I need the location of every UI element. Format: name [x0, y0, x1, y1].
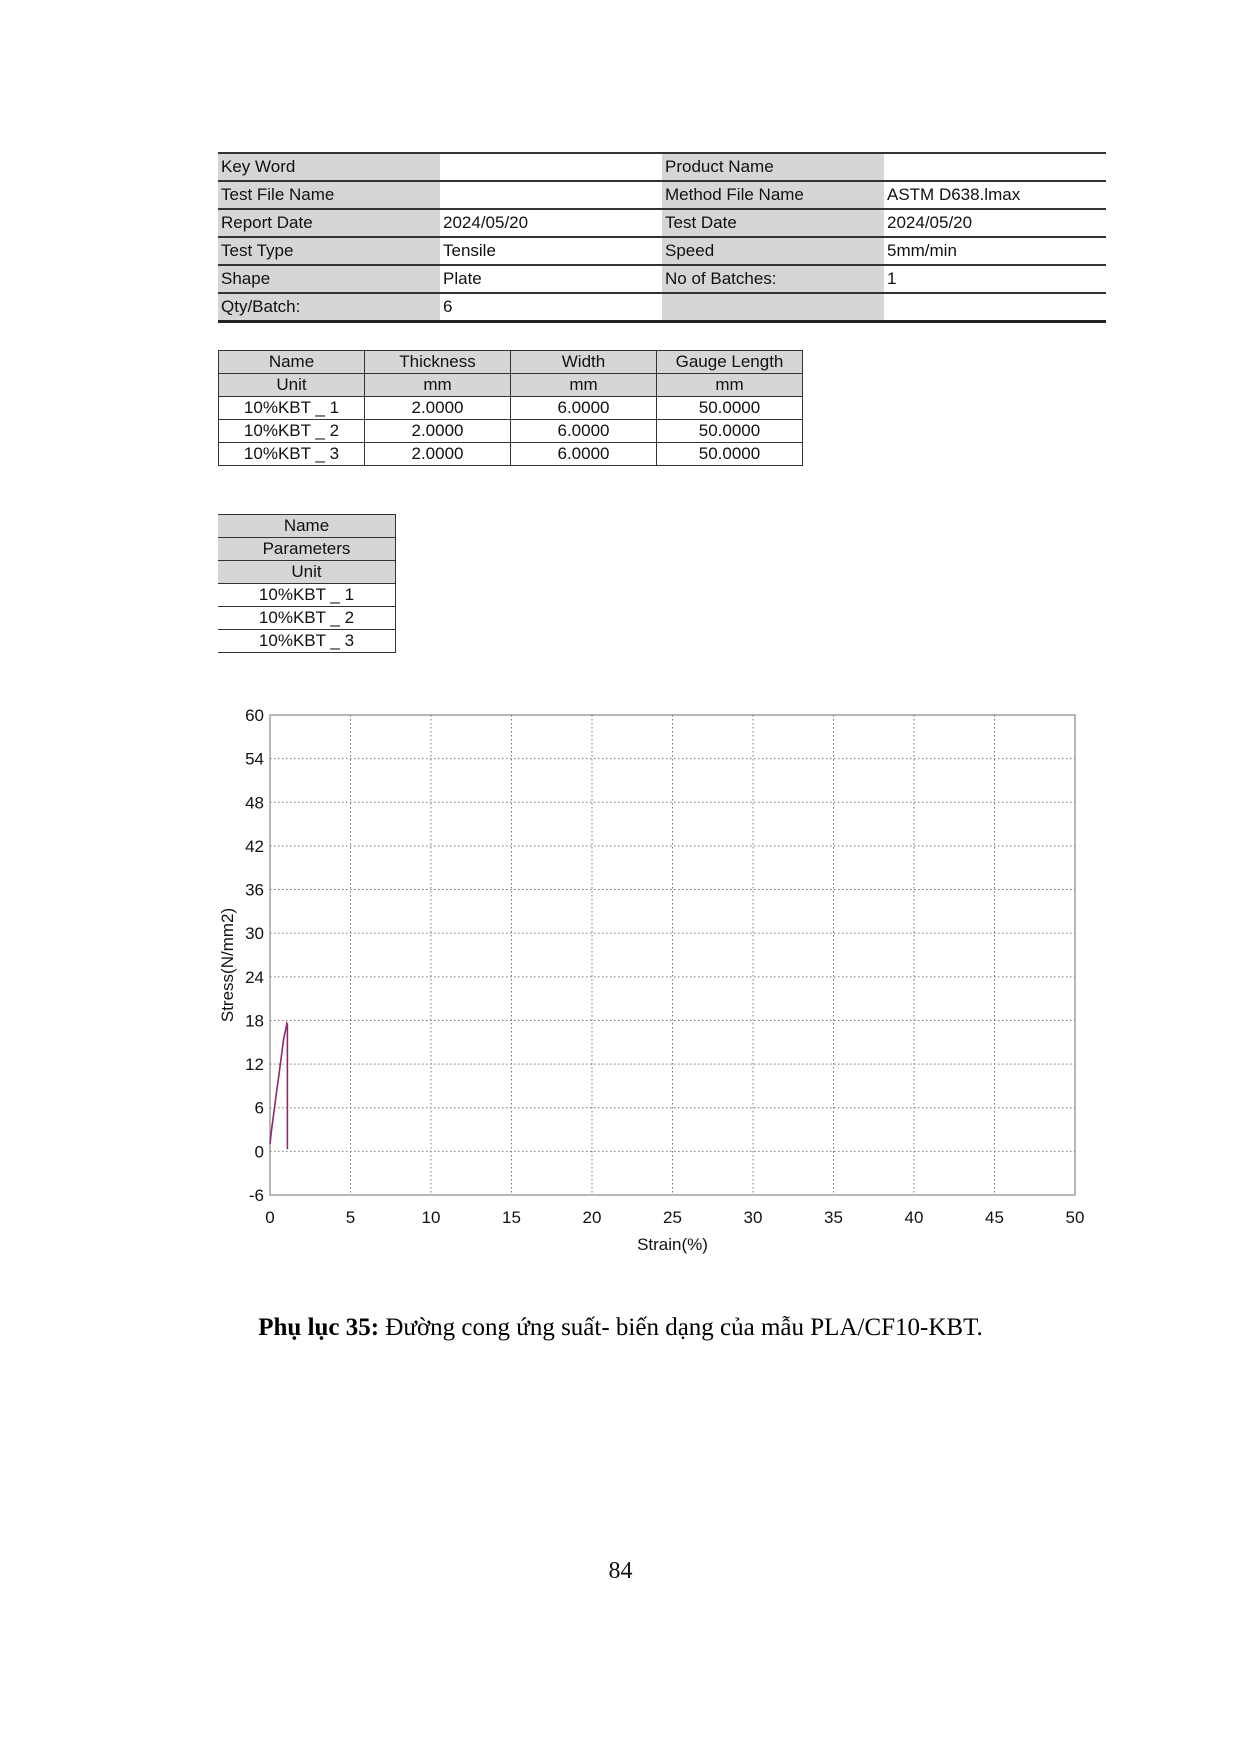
x-tick-label: 45 — [985, 1208, 1004, 1227]
x-tick-label: 5 — [345, 1208, 356, 1227]
x-tick-label: 35 — [824, 1208, 843, 1227]
info-value: ASTM D638.lmax — [884, 181, 1106, 209]
info-label: Method File Name — [662, 181, 884, 209]
y-tick-label: 12 — [245, 1055, 264, 1075]
y-tick-label: 42 — [245, 836, 264, 856]
table-cell: 10%KBT _ 3 — [219, 443, 365, 466]
info-label: Test Type — [218, 237, 440, 265]
info-label: No of Batches: — [662, 265, 884, 293]
info-label: Qty/Batch: — [218, 293, 440, 322]
caption-label: Phụ lục 35: — [258, 1314, 380, 1341]
info-value: 6 — [440, 293, 662, 322]
table-row — [218, 584, 396, 607]
x-tick-label: 30 — [743, 1208, 763, 1227]
table-row — [219, 420, 803, 443]
info-label — [662, 293, 884, 322]
y-tick-label: 18 — [245, 1011, 264, 1031]
table-cell: Thickness — [365, 351, 511, 374]
info-value: 5mm/min — [884, 237, 1106, 265]
y-tick-label: 36 — [245, 880, 264, 900]
x-tick-label: 25 — [663, 1208, 682, 1227]
info-value: 1 — [884, 265, 1106, 293]
header-row — [219, 351, 803, 374]
table-cell: Unit — [219, 374, 365, 397]
table-cell: 2.0000 — [365, 397, 511, 420]
x-axis-label: Strain(%) — [637, 1235, 708, 1254]
unit-row — [219, 374, 803, 397]
y-tick-label: 48 — [245, 793, 264, 813]
info-value: 2024/05/20 — [440, 209, 662, 237]
stress-strain-chart — [210, 700, 1110, 1260]
table-cell: 50.0000 — [657, 420, 803, 443]
info-value: 2024/05/20 — [884, 209, 1106, 237]
header-row — [218, 561, 396, 584]
header-row — [218, 538, 396, 561]
info-value: Plate — [440, 265, 662, 293]
table-cell: 10%KBT _ 1 — [219, 397, 365, 420]
info-label: Test File Name — [218, 181, 440, 209]
table-cell: Name — [219, 351, 365, 374]
table-cell: Width — [511, 351, 657, 374]
table-cell: 50.0000 — [657, 397, 803, 420]
info-row — [218, 265, 1106, 293]
info-label: Report Date — [218, 209, 440, 237]
figure-caption — [0, 1314, 1241, 1342]
x-tick-label: 10 — [421, 1208, 441, 1227]
y-tick-label: 30 — [245, 924, 264, 944]
info-row — [218, 153, 1106, 181]
info-value — [884, 153, 1106, 181]
y-tick-label: 0 — [254, 1142, 264, 1162]
info-value — [440, 181, 662, 209]
y-tick-label: 60 — [245, 706, 264, 725]
table-row — [218, 607, 396, 630]
table-cell: 50.0000 — [657, 443, 803, 466]
x-tick-label: 50 — [1065, 1208, 1085, 1227]
info-row — [218, 209, 1106, 237]
y-tick-label: 24 — [245, 967, 264, 987]
table-row — [219, 443, 803, 466]
table-cell: 2.0000 — [365, 443, 511, 466]
specimen-names-table — [218, 514, 396, 653]
table-cell: Parameters — [218, 538, 396, 561]
y-tick-label: 6 — [254, 1098, 264, 1118]
table-cell: Unit — [218, 561, 396, 584]
info-label: Key Word — [218, 153, 440, 181]
table-cell: Name — [218, 515, 396, 538]
info-label: Product Name — [662, 153, 884, 181]
y-tick-label: -6 — [248, 1186, 264, 1205]
specimen-dimensions-table — [218, 350, 803, 466]
y-tick-label: 54 — [245, 749, 264, 769]
table-row — [218, 630, 396, 653]
info-label: Test Date — [662, 209, 884, 237]
x-tick-label: 20 — [582, 1208, 602, 1227]
table-cell: 10%KBT _ 3 — [218, 630, 396, 653]
caption-text: Đường cong ứng suất- biến dạng của mẫu PLA/CF10-KBT. — [379, 1314, 983, 1341]
header-row — [218, 515, 396, 538]
table-cell: 6.0000 — [511, 420, 657, 443]
table-cell: mm — [365, 374, 511, 397]
info-label: Shape — [218, 265, 440, 293]
table-cell: mm — [511, 374, 657, 397]
test-info-table — [218, 152, 1106, 323]
table-cell: 2.0000 — [365, 420, 511, 443]
table-row — [219, 397, 803, 420]
table-cell: 6.0000 — [511, 397, 657, 420]
info-row — [218, 181, 1106, 209]
page-number: 84 — [608, 1558, 633, 1584]
info-row — [218, 237, 1106, 265]
table-cell: 10%KBT _ 2 — [219, 420, 365, 443]
x-tick-label: 15 — [502, 1208, 521, 1227]
table-cell: 10%KBT _ 2 — [218, 607, 396, 630]
x-tick-label: 0 — [265, 1208, 275, 1227]
table-cell: 10%KBT _ 1 — [218, 584, 396, 607]
info-value — [440, 153, 662, 181]
info-value: Tensile — [440, 237, 662, 265]
info-value — [884, 293, 1106, 322]
info-label: Speed — [662, 237, 884, 265]
x-tick-label: 40 — [904, 1208, 924, 1227]
table-cell: Gauge Length — [657, 351, 803, 374]
info-row — [218, 293, 1106, 322]
y-axis-label: Stress(N/mm2) — [218, 907, 237, 1023]
table-cell: mm — [657, 374, 803, 397]
table-cell: 6.0000 — [511, 443, 657, 466]
